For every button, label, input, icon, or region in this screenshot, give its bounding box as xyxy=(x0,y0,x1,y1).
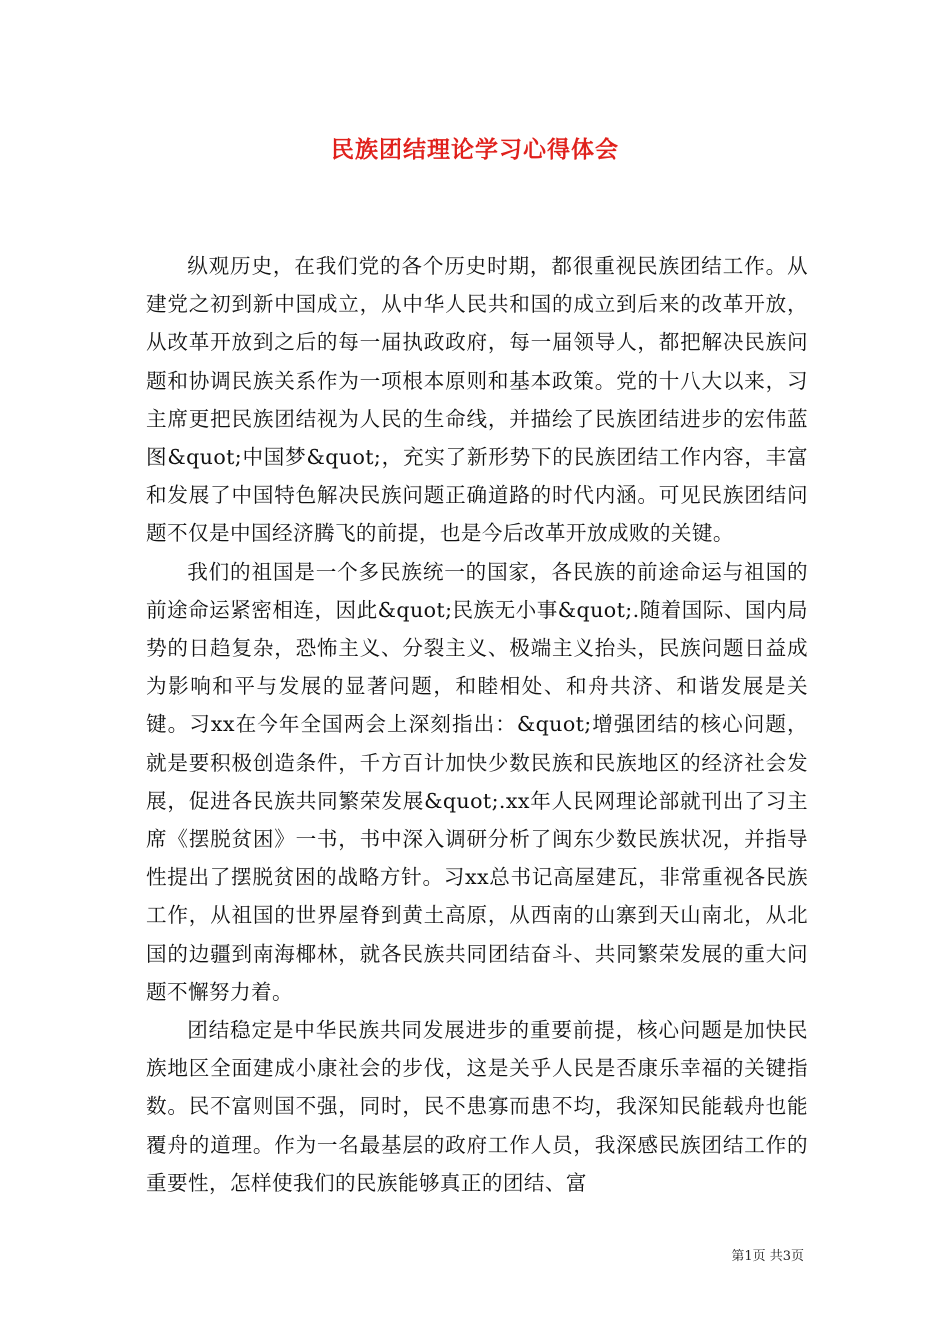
document-body xyxy=(146,247,808,1202)
document-title: 民族团结理论学习心得体会 xyxy=(331,136,619,163)
paragraph-2: 我们的祖国是一个多民族统一的国家，各民族的前途命运与祖国的前途命运紧密相连，因此&quot;民族无小事&quot;.随着国际、国内局势的日趋复杂，恐怖主义、分裂主义、极端主义抬头，民族问题日益成为影响和平与发展的显著问题，和睦相处、和舟共济、和谐发展是关键。习xx在今年全国两会上深刻指出：&quot;增强团结的核心问题，就是要积极创造条件，千方百计加快少数民族和民族地区的经济社会发展，促进各民族共同繁荣发展&quot;.xx年人民网理论部就刊出了习主席《摆脱贫困》一书，书中深入调研分析了闽东少数民族状况，并指导性提出了摆脱贫困的战略方针。习xx总书记高屋建瓦，非常重视各民族工作，从祖国的世界屋脊到黄土高原，从西南的山寨到天山南北，从北国的边疆到南海椰林，就各民族共同团结奋斗、共同繁荣发展的重大问题不懈努力着。 xyxy=(146,559,808,1004)
page-number-footer: 第1页 共3页 xyxy=(731,1249,804,1264)
paragraph-3: 团结稳定是中华民族共同发展进步的重要前提，核心问题是加快民族地区全面建成小康社会的步伐，这是关乎人民是否康乐幸福的关键指数。民不富则国不强，同时，民不患寡而患不均，我深知民能载舟也能覆舟的道理。作为一名最基层的政府工作人员，我深感民族团结工作的重要性，怎样使我们的民族能够真正的团结、富 xyxy=(146,1018,808,1195)
paragraph-1: 纵观历史，在我们党的各个历史时期，都很重视民族团结工作。从建党之初到新中国成立，从中华人民共和国的成立到后来的改革开放，从改革开放到之后的每一届执政政府，每一届领导人，都把解决民族问题和协调民族关系作为一项根本原则和基本政策。党的十八大以来，习主席更把民族团结视为人民的生命线，并描绘了民族团结进步的宏伟蓝图&quot;中国梦&quot;，充实了新形势下的民族团结工作内容，丰富和发展了中国特色解决民族问题正确道路的时代内涵。可见民族团结问题不仅是中国经济腾飞的前提，也是今后改革开放成败的关键。 xyxy=(146,254,808,546)
